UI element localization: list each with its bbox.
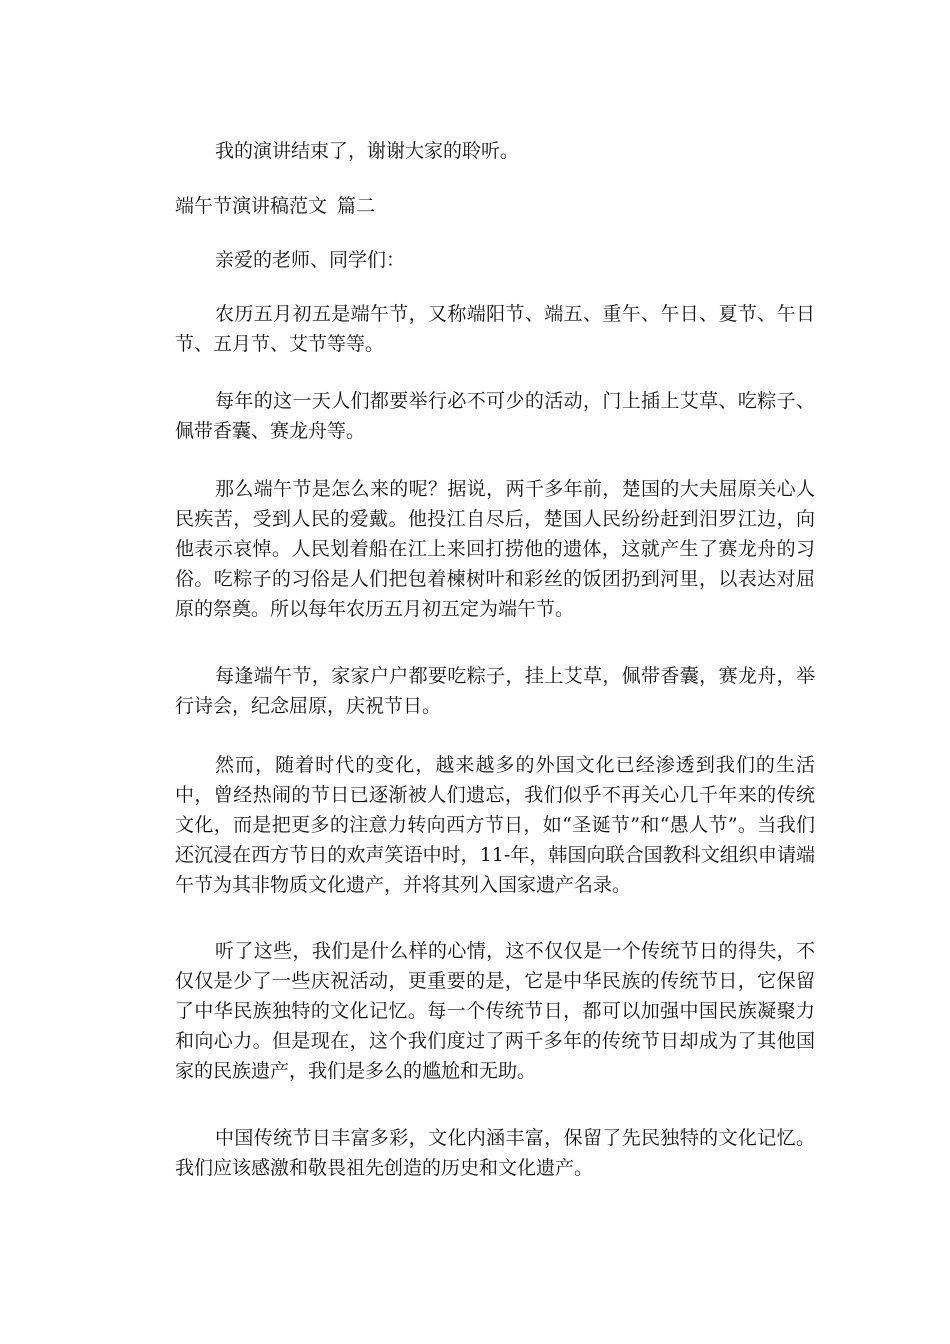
- paragraph-1: 农历五月初五是端午节，又称端阳节、端五、重午、午日、夏节、午日节、五月节、艾节等等。: [175, 303, 815, 355]
- paragraph-7: 中国传统节日丰富多彩，文化内涵丰富，保留了先民独特的文化记忆。我们应该感激和敬畏祖先创造的历史和文化遗产。: [175, 1127, 815, 1179]
- paragraph-6: 听了这些，我们是什么样的心情，这不仅仅是一个传统节日的得失，不仅仅是少了一些庆祝活动，更重要的是，它是中华民族的传统节日，它保留了中华民族独特的文化记忆。每一个传统节日，都可以加强中国民族凝聚力和向心力。但是现在，这个我们度过了两千多年的传统节日却成为了其他国家的民族遗产，我们是多么的尴尬和无助。: [175, 940, 815, 1082]
- paragraph-3: 那么端午节是怎么来的呢？据说，两千多年前，楚国的大夫屈原关心人民疾苦，受到人民的爱戴。他投江自尽后，楚国人民纷纷赶到汨罗江边，向他表示哀悼。人民划着船在江上来回打捞他的遗体，这就产生了赛龙舟的习俗。吃粽子的习俗是人们把包着楝树叶和彩丝的饭团扔到河里，以表达对屈原的祭奠。所以每年农历五月初五定为端午节。: [175, 478, 815, 620]
- section-label: 篇二: [337, 195, 376, 217]
- section-title: 端午节演讲稿范文: [175, 195, 328, 217]
- paragraph-2: 每年的这一天人们都要举行必不可少的活动，门上插上艾草、吃粽子、佩带香囊、赛龙舟等。: [175, 390, 815, 442]
- paragraph-5: 然而，随着时代的变化，越来越多的外国文化已经渗透到我们的生活中，曾经热闹的节日已逐渐被人们遗忘，我们似乎不再关心几千年来的传统文化，而是把更多的注意力转向西方节日，如“圣诞节”和“愚人节”。当我们还沉浸在西方节日的欢声笑语中时，11-年，韩国向联合国教科文组织申请端午节为其非物质文化遗产，并将其列入国家遗产名录。: [175, 754, 815, 896]
- paragraph-4: 每逢端午节，家家户户都要吃粽子，挂上艾草，佩带香囊，赛龙舟，举行诗会，纪念屈原，庆祝节日。: [175, 665, 815, 717]
- salutation: 亲爱的老师、同学们：: [215, 249, 406, 271]
- section-heading: [175, 191, 375, 221]
- closing-line: 我的演讲结束了，谢谢大家的聆听。: [215, 140, 520, 162]
